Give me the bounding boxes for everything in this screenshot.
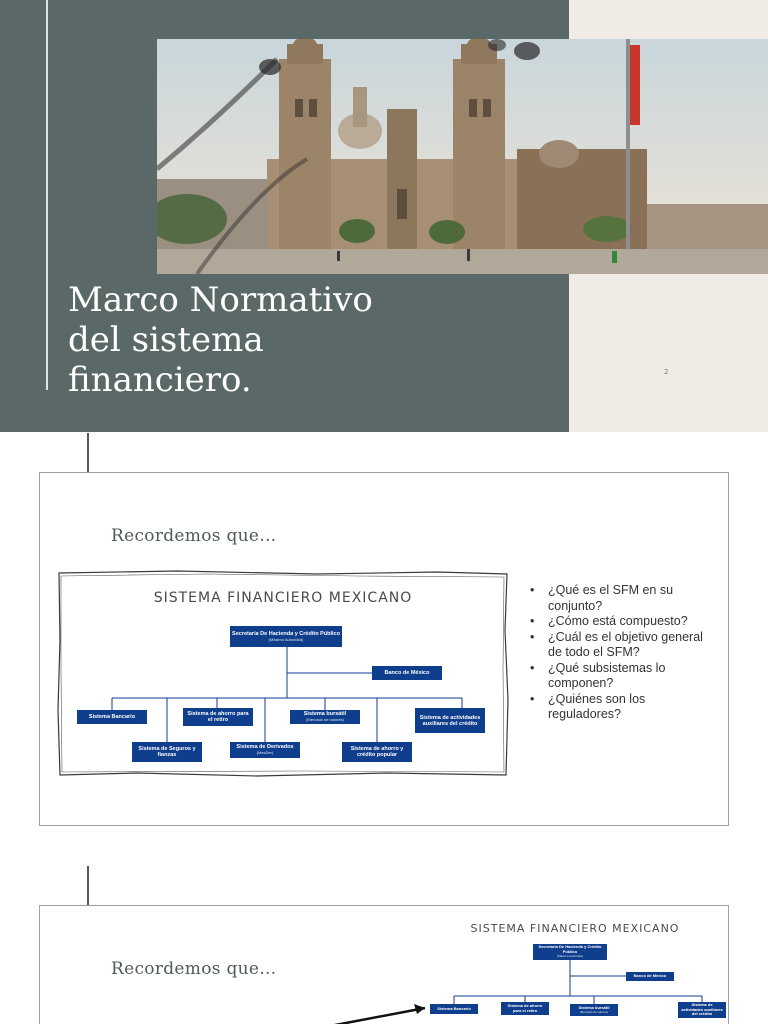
org-box-derivados	[230, 742, 300, 758]
recap-slide-2	[39, 905, 729, 1024]
org-chart	[57, 570, 509, 777]
recap-slide	[39, 472, 729, 826]
title-line: del sistema	[68, 320, 264, 360]
org-box-bancario	[77, 710, 147, 724]
org-box-bursatil	[570, 1004, 618, 1016]
org-box-sub: (Mercado de valores)	[306, 717, 344, 722]
org-box-label: Sistema de ahorro y crédito popular	[350, 746, 404, 758]
question-list	[530, 583, 720, 723]
decorative-line	[46, 0, 48, 390]
org-box-label: Banco de México	[633, 973, 667, 979]
cathedral-photo	[157, 39, 768, 274]
org-box-label: Sistema de actividades auxiliares del crédito	[681, 1002, 723, 1017]
org-box-label: Sistema de actividades auxiliares del crédito	[419, 714, 481, 727]
title-line: Marco Normativo	[68, 280, 373, 320]
org-box-banxico	[372, 666, 442, 680]
org-box-banxico	[626, 972, 674, 981]
org-box-label: Sistema de ahorro para el retiro	[187, 711, 249, 723]
org-box-auxiliares	[678, 1002, 726, 1018]
org-box-shcp	[230, 626, 342, 647]
org-box-sar	[183, 708, 253, 726]
org-box-bursatil	[290, 710, 360, 724]
list-item: • ¿Cuál es el objetivo general de todo el SFM?	[530, 630, 720, 661]
org-box-sub: (Máximo Autoridad)	[268, 636, 304, 642]
list-item: • ¿Qué es el SFM en su conjunto?	[530, 583, 720, 614]
org-box-label: Secretaría De Hacienda y Crédito Público	[232, 630, 340, 637]
org-box-sub: (Mercado de valores)	[579, 1010, 609, 1014]
org-box-label: Sistema Bancario	[88, 714, 136, 720]
title-slide	[0, 0, 768, 432]
org-box-label: Sistema bursátil	[303, 711, 347, 717]
slide-subtitle: Recordemos que…	[111, 526, 277, 546]
org-box-label: Sistema de Seguros y fianzas	[138, 746, 196, 758]
list-item: • ¿Qué subsistemas lo componen?	[530, 661, 720, 692]
org-box-label: Secretaría De Hacienda y Crédito Público	[538, 944, 602, 954]
org-box-auxiliares	[415, 708, 485, 733]
org-box-popular	[342, 742, 412, 762]
org-box-shcp	[533, 944, 607, 960]
chart-title: SISTEMA FINANCIERO MEXICANO	[153, 590, 413, 606]
org-box-label: Banco de México	[384, 670, 430, 676]
presentation-title	[68, 280, 528, 400]
org-box-label: Sistema bursátil	[578, 1004, 610, 1010]
org-box-bancario	[430, 1004, 478, 1014]
slide-subtitle: Recordemos que…	[111, 959, 277, 979]
org-box-sub: (MexDer)	[256, 750, 274, 755]
org-box-seguros	[132, 742, 202, 762]
list-item: • ¿Cómo está compuesto?	[530, 614, 720, 630]
title-line: financiero.	[68, 360, 252, 400]
org-box-label: Sistema de ahorro para el retiro	[507, 1003, 543, 1013]
page-number: 2	[664, 368, 669, 376]
list-item: • ¿Quiénes son los reguladores?	[530, 692, 720, 723]
chart-title: SISTEMA FINANCIERO MEXICANO	[470, 922, 680, 935]
org-box-sar	[501, 1002, 549, 1015]
org-box-label: Sistema de Derivados	[236, 744, 294, 750]
org-box-sub: (Máximo Autoridad)	[556, 954, 583, 959]
org-box-label: Sistema Bancario	[437, 1005, 471, 1011]
